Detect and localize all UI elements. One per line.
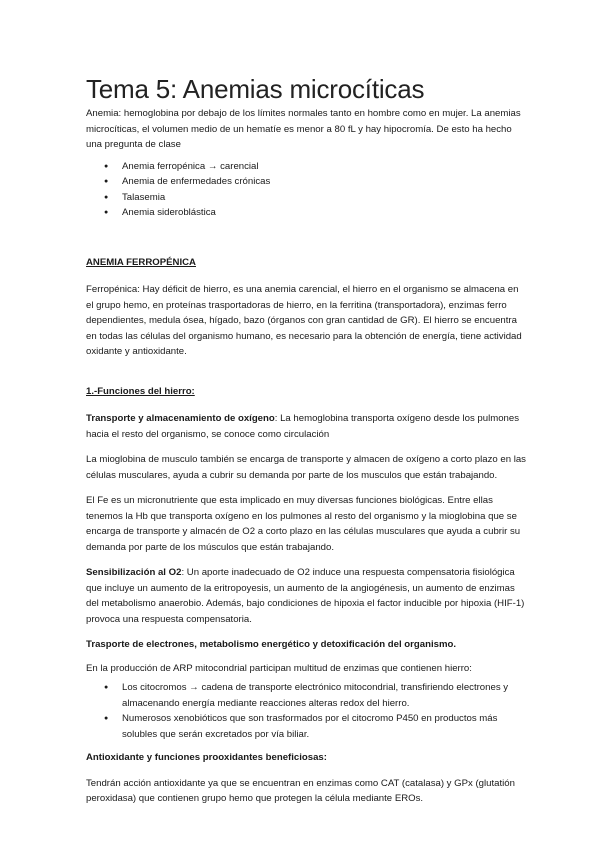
- anemia-types-list: [86, 159, 526, 221]
- list-item: ● Talasemia: [122, 190, 526, 206]
- sensibilizacion-label: Sensibilización al O2: [86, 567, 182, 578]
- transporte-paragraph: [86, 411, 526, 442]
- funciones-heading: 1.-Funciones del hierro:: [86, 385, 195, 397]
- ferropenica-paragraph: Ferropénica: Hay déficit de hierro, es una anemia carencial, el hierro en el organismo se almacena en el grupo hemo, en proteínas trasportadoras de hierro, en la ferritina (transportadora), enzimas ferro dependientes, medula ósea, hígado, bazo (órganos con gran cantidad de GR). El hierro se encuentra en todas las células del organismo humano, es necesario para la obtención de energía, tiene actividad oxidante y antioxidante.: [86, 284, 522, 357]
- section-heading-ferropenica: ANEMIA FERROPÉNICA: [86, 256, 196, 268]
- antioxidante-heading: Antioxidante y funciones prooxidantes beneficiosas:: [86, 752, 327, 763]
- sensibilizacion-text: : Un aporte inadecuado de O2 induce una respuesta compensatoria fisiológica que incluye un aumento de la eritropoyesis, un aumento de la angiogénesis, un aumento de enzimas del metabolismo anaerobio. Además, bajo condiciones de hipoxia el factor inducible por hipoxia (HIF-1) provoca una respuesta compensatoria.: [86, 567, 525, 625]
- arp-paragraph: En la producción de ARP mitocondrial participan multitud de enzimas que contienen hierro:: [86, 662, 472, 674]
- intro-paragraph: Anemia: hemoglobina por debajo de los límites normales tanto en hombre como en mujer. La anemias microcíticas, el volumen medio de un hematíe es menor a 80 fL y hay hipocromía. De esto ha hecho una pregunta de clase: [86, 108, 521, 150]
- page-title: Tema 5: Anemias microcíticas: [86, 74, 425, 104]
- trasporte-electrones-heading: Trasporte de electrones, metabolismo energético y detoxificación del organismo.: [86, 639, 456, 650]
- transporte-text: : La hemoglobina transporta oxígeno desde los pulmones hacia el resto del organismo, se conoce como circulación: [86, 413, 520, 440]
- document-page: [86, 74, 526, 807]
- list-item: ● Anemia ferropénica → carencial: [122, 159, 526, 175]
- list-item: ● Numerosos xenobióticos que son trasformados por el citocromo P450 en productos más solubles que serán excretados por vía biliar.: [122, 711, 526, 742]
- antioxidante-paragraph: Tendrán acción antioxidante ya que se encuentran en enzimas como CAT (catalasa) y GPx (glutatión peroxidasa) que contienen grupo hemo que protegen la célula mediante EROs.: [86, 777, 515, 804]
- fe-paragraph: El Fe es un micronutriente que esta implicado en muy diversas funciones biológicas. Entre ellas tenemos la Hb que transporta oxígeno en los pulmones al resto del organismo y la mioglobina que se encarga de transporte y almacén de O2 a corto plazo en las células musculares que ayuda a cubrir su demanda por parte de los músculos que están trabajando.: [86, 495, 521, 553]
- list-item: ● Los citocromos → cadena de transporte electrónico mitocondrial, transfiriendo electrones y almacenando energía mediante reacciones alteras redox del hierro.: [122, 680, 526, 711]
- list-item: ● Anemia sideroblástica: [122, 205, 526, 221]
- sensibilizacion-paragraph: [86, 565, 526, 627]
- transporte-label: Transporte y almacenamiento de oxígeno: [86, 413, 275, 424]
- mioglobina-paragraph: La mioglobina de musculo también se encarga de transporte y almacen de oxígeno a corto plazo en las células musculares, ayuda a cubrir su demanda por parte de los musculos que están trabajando.: [86, 454, 526, 481]
- arp-list: [86, 680, 526, 742]
- list-item: ● Anemia de enfermedades crónicas: [122, 174, 526, 190]
